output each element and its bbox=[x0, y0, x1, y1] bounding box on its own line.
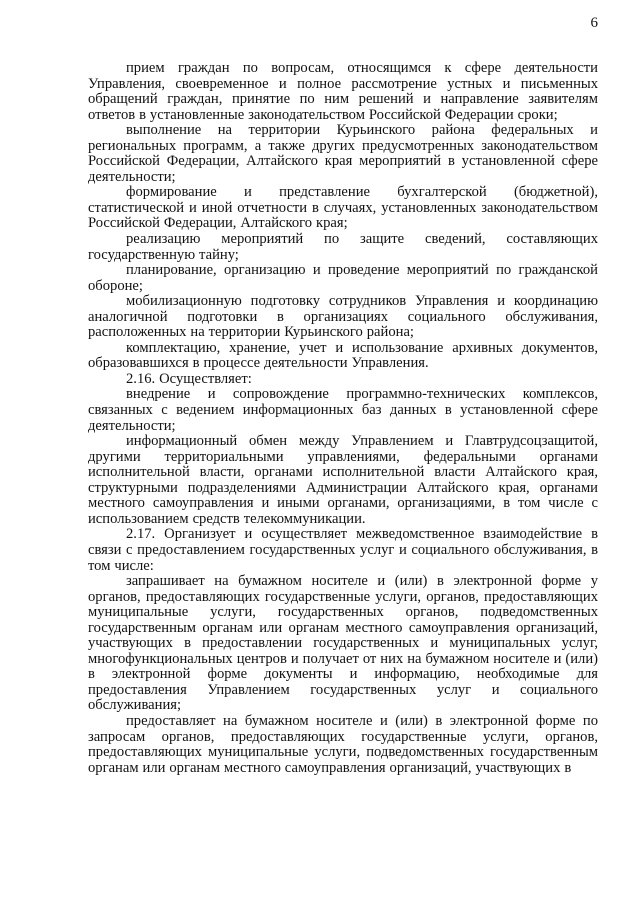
paragraph-archives: комплектацию, хранение, учет и использование архивных документов, образовавшихся в процессе деятельности Управления. bbox=[88, 339, 598, 372]
section-heading-2-17: 2.17. Организует и осуществляет межведомственное взаимодействие в связи с предоставлением государственных услуг и социального обслуживания, в том числе: bbox=[88, 526, 598, 574]
paragraph-provides-documents: предоставляет на бумажном носителе и (или) в электронной форме по запросам органов, предоставляющих государственные услуги, органов, предоставляющих муниципальные услуги, подведомственных государственным органам или органам местного самоуправления организаций, участвующих в bbox=[88, 712, 598, 776]
paragraph-requests-documents: запрашивает на бумажном носителе и (или) в электронной форме у органов, предоставляющих государственные услуги, органов, предоставляющих муниципальные услуги, государственных органов, подведомственных государственным органам или органам местного самоуправления организаций, участвующих в предоставлении государственных и муниципальных услуг, многофункциональных центров и получает от них на бумажном носителе и (или) в электронной форме документы и информацию, необходимые для предоставления Управлением государственных услуг и социального обслуживания; bbox=[88, 573, 598, 714]
paragraph-civil-defense: планирование, организацию и проведение мероприятий по гражданской обороне; bbox=[88, 262, 598, 294]
document-body bbox=[88, 61, 598, 776]
section-heading-2-16: 2.16. Осуществляет: bbox=[126, 370, 252, 387]
paragraph-reporting: формирование и представление бухгалтерской (бюджетной), статистической и иной отчетности в случаях, установленных законодательством Российской Федерации, Алтайского края; bbox=[88, 184, 598, 232]
paragraph-programs: выполнение на территории Курьинского района федеральных и региональных программ, а также других предусмотренных законодательством Российской Федерации, Алтайского края мероприятий в установленной сфере деятельности; bbox=[88, 122, 598, 185]
paragraph-state-secret: реализацию мероприятий по защите сведений, составляющих государственную тайну; bbox=[88, 231, 598, 263]
paragraph-software-systems: внедрение и сопровождение программно-технических комплексов, связанных с ведением информационных баз данных в установленной сфере деятельности; bbox=[88, 386, 598, 434]
paragraph-information-exchange: информационный обмен между Управлением и Главтрудсоцзащитой, другими территориальными управлениями, федеральными органами исполнительной власти, органами исполнительной власти Алтайского края, структурными подразделениями Администрации Алтайского края, органами местного самоуправления и иными органами, организациями, в том числе с использованием средств телекоммуникации. bbox=[88, 433, 598, 527]
paragraph-citizen-reception: прием граждан по вопросам, относящимся к сфере деятельности Управления, своевременное и полное рассмотрение устных и письменных обращений граждан, принятие по ним решений и направление заявителям ответов в установленные законодательством Российской Федерации сроки; bbox=[88, 60, 598, 123]
paragraph-mobilization: мобилизационную подготовку сотрудников Управления и координацию аналогичной подготовки в организациях социального обслуживания, расположенных на территории Курьинского района; bbox=[88, 293, 598, 341]
page-number: 6 bbox=[590, 15, 598, 31]
